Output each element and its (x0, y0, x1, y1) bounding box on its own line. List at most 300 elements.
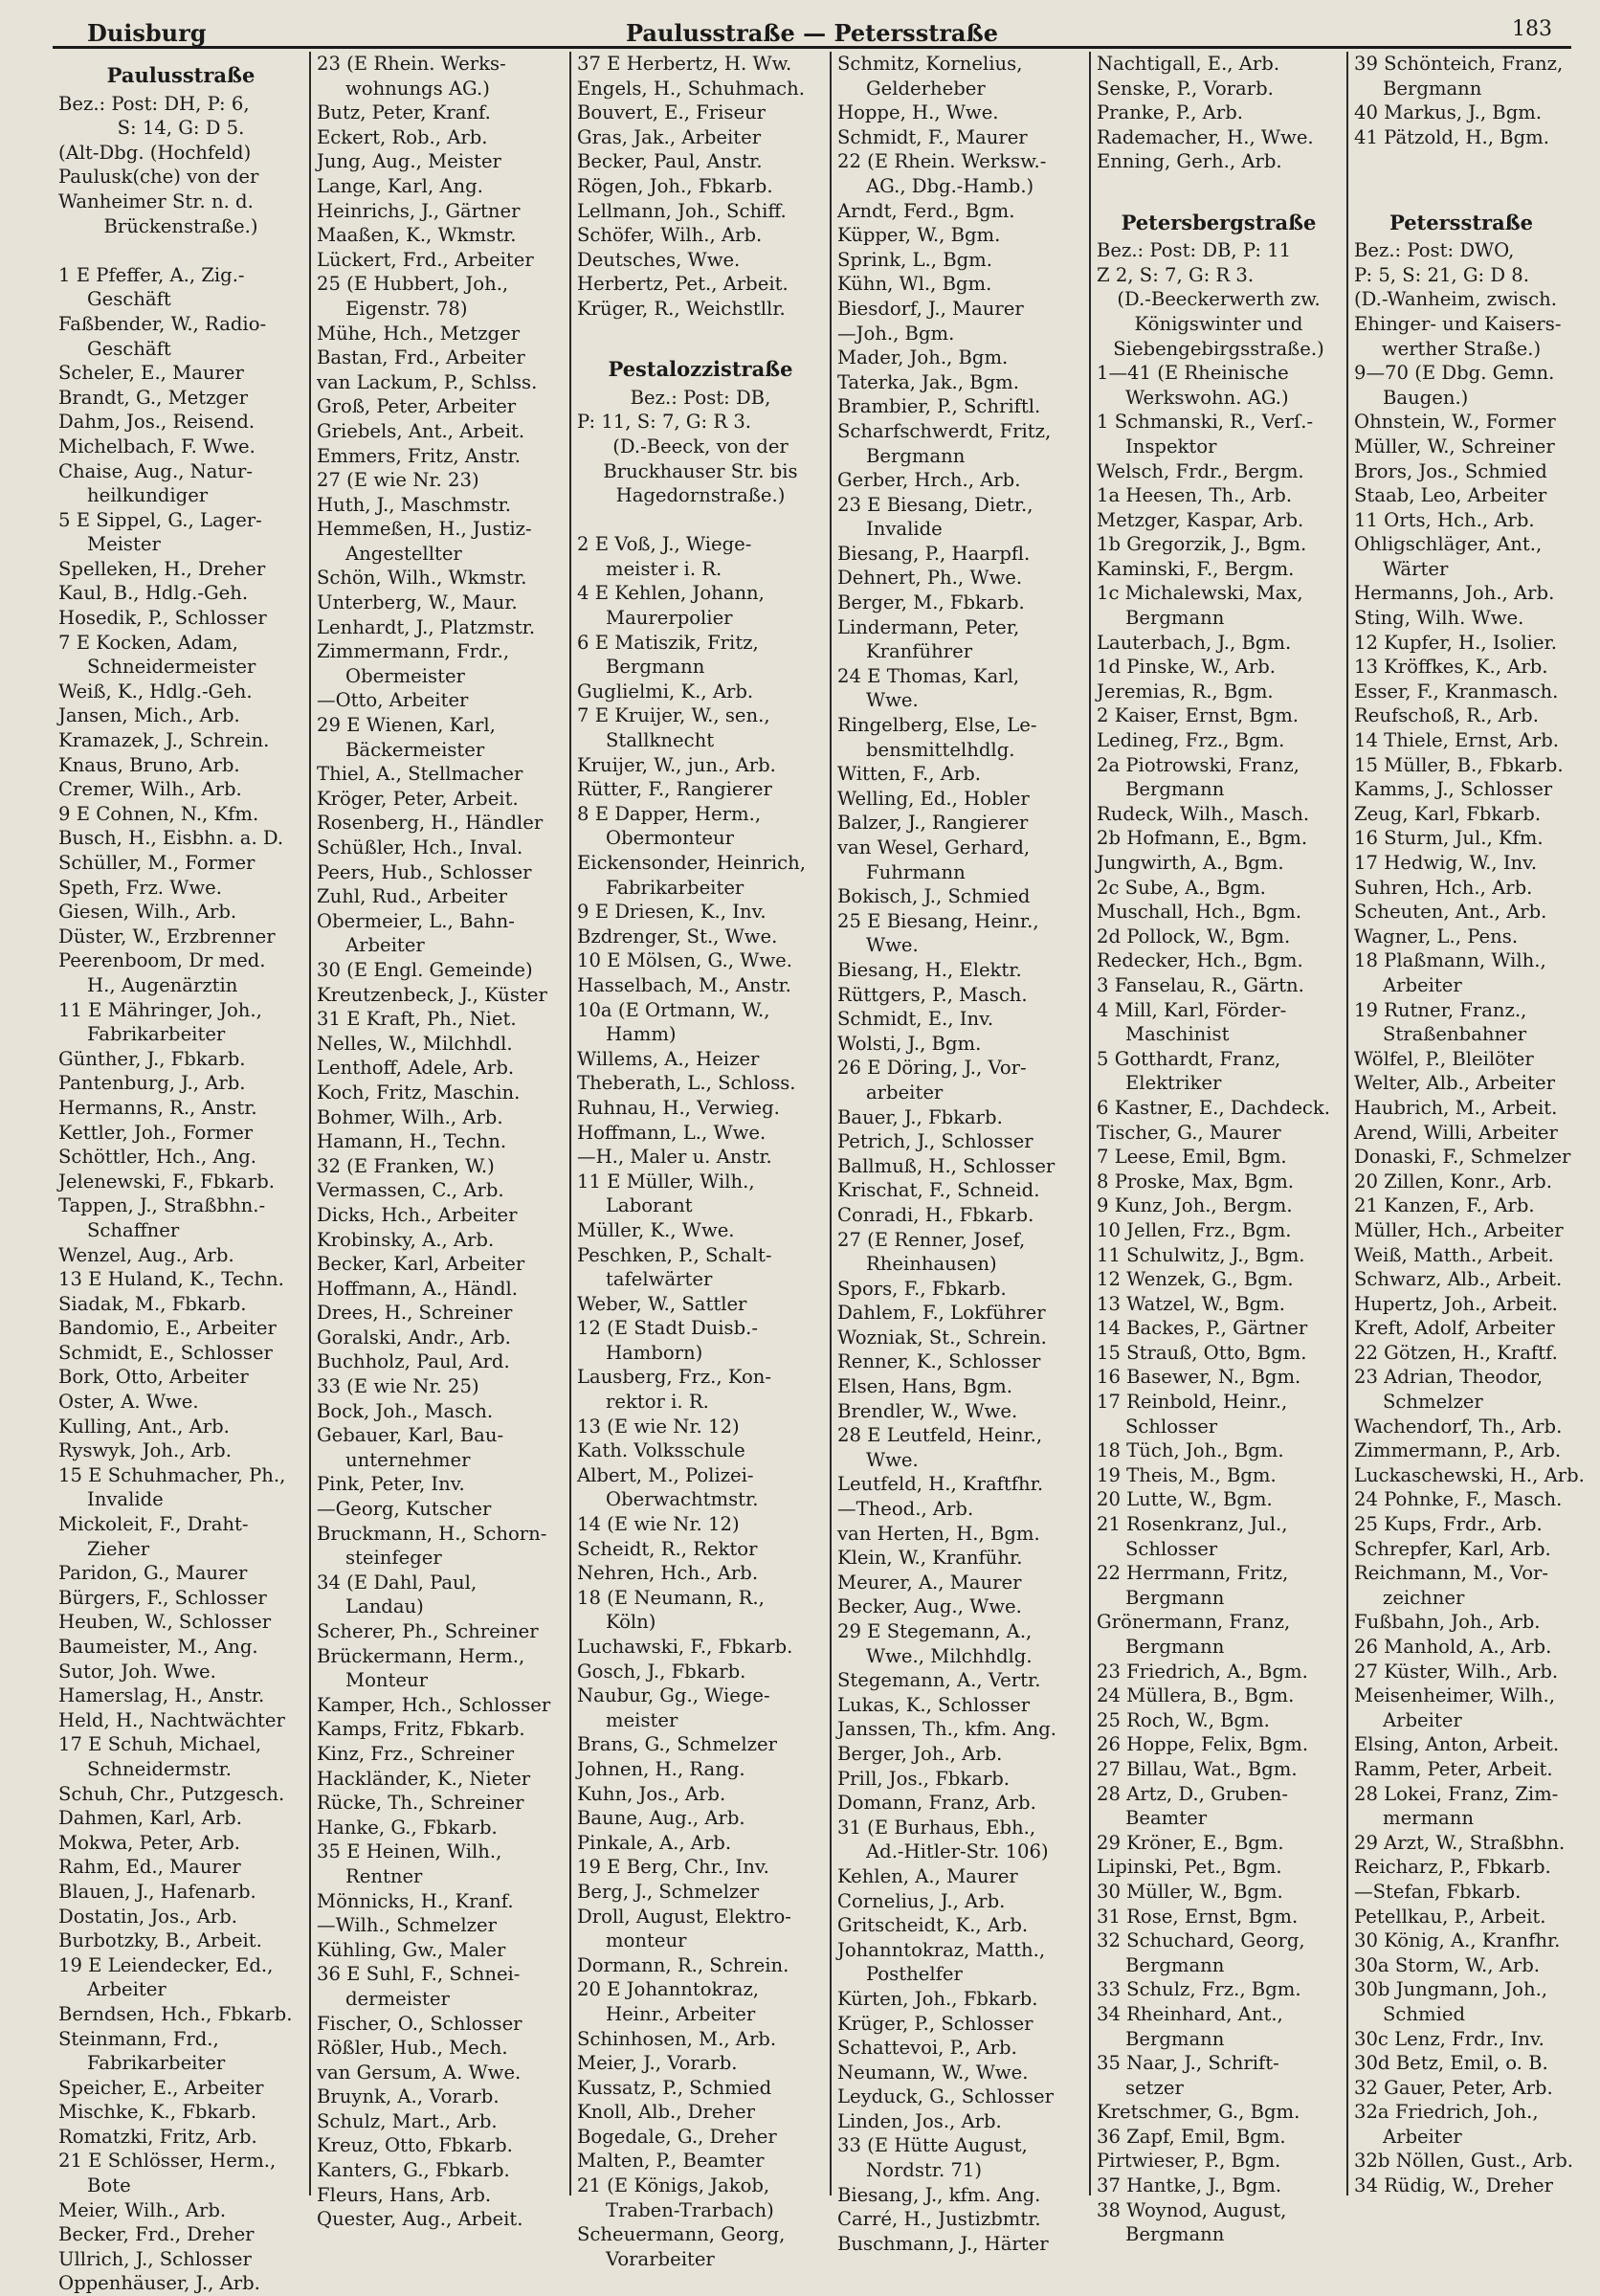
directory-entry-line: Ruhnau, H., Verwieg. (577, 1096, 780, 1119)
directory-entry-line: Heuben, W., Schlosser (58, 1611, 272, 1634)
directory-entry-line: Müller, K., Wwe. (577, 1218, 735, 1241)
directory-entry-line: Kretschmer, G., Bgm. (1097, 2101, 1300, 2124)
directory-entry-line: 15 E Schuhmacher, Ph., (58, 1463, 286, 1486)
directory-entry-line: Bergmann (1125, 1636, 1225, 1658)
directory-entry-line: Knoll, Alb., Dreher (577, 2101, 755, 2124)
directory-entry-line: Burbotzky, B., Arbeit. (58, 1929, 262, 1952)
directory-entry-line: AG., Dbg.-Hamb.) (866, 174, 1034, 197)
directory-entry-line: Naubur, Gg., Wiege- (577, 1684, 770, 1707)
directory-entry-line: Ledineg, Frz., Bgm. (1097, 729, 1285, 752)
directory-entry-line: Kanters, G., Fbkarb. (317, 2159, 510, 2182)
directory-entry-line: Buchholz, Paul, Ard. (317, 1350, 510, 1373)
directory-entry-line: Zimmermann, P., Arb. (1354, 1439, 1562, 1462)
directory-entry-line: 31 (E Burhaus, Ebh., (837, 1816, 1036, 1839)
directory-entry-line: Pink, Peter, Inv. (317, 1473, 465, 1496)
directory-entry-line: Lellmann, Joh., Schiff. (577, 199, 787, 222)
directory-entry-line: Schmied (1383, 2002, 1466, 2025)
directory-entry-line: Weiß, K., Hdlg.-Geh. (58, 680, 253, 702)
directory-entry-line: Malten, P., Beamter (577, 2150, 765, 2173)
directory-entry-line: Becker, Aug., Wwe. (837, 1595, 1022, 1618)
directory-entry-line: Brambier, P., Schriftl. (837, 395, 1041, 418)
directory-entry-line: 29 Arzt, W., Straßbhn. (1354, 1831, 1566, 1854)
directory-entry-line: Kehlen, A., Maurer (837, 1864, 1018, 1887)
directory-entry-line: tafelwärter (606, 1268, 713, 1291)
directory-entry-line: 4 Mill, Karl, Förder- (1097, 998, 1287, 1021)
directory-entry-line: Baugen.) (1383, 386, 1469, 409)
directory-entry-line: 28 Artz, D., Gruben- (1097, 1782, 1289, 1805)
directory-entry-line: 11 E Müller, Wilh., (577, 1170, 755, 1193)
directory-entry-line: Schwarz, Alb., Arbeit. (1354, 1268, 1563, 1291)
directory-entry-line: Cornelius, J., Arb. (837, 1889, 1006, 1912)
directory-entry-line: Kaul, B., Hdlg.-Geh. (58, 582, 249, 605)
directory-entry-line: Klein, W., Kranführ. (837, 1547, 1023, 1570)
directory-entry-line: Unterberg, W., Maur. (317, 591, 518, 614)
directory-entry-line: 25 E Biesang, Heinr., (837, 909, 1039, 932)
directory-entry-line: Becker, Karl, Arbeiter (317, 1253, 525, 1276)
directory-entry-line: 32b Nöllen, Gust., Arb. (1354, 2150, 1574, 2173)
directory-entry-line: Schüller, M., Former (58, 852, 256, 874)
directory-entry-line: Rögen, Joh., Fbkarb. (577, 174, 773, 197)
directory-entry-line: Bandomio, E., Arbeiter (58, 1317, 277, 1340)
directory-entry-line: Peers, Hub., Schlosser (317, 860, 532, 883)
directory-entry-line: 19 E Leiendecker, Ed., (58, 1953, 274, 1976)
directory-entry-line: 30 König, A., Kranfhr. (1354, 1929, 1561, 1952)
directory-entry-line: Oster, A. Wwe. (58, 1391, 199, 1414)
directory-entry-line: Müller, W., Schreiner (1354, 435, 1555, 457)
directory-entry-line: Schmidt, E., Schlosser (58, 1341, 273, 1364)
directory-entry-line: Bastan, Frd., Arbeiter (317, 346, 525, 369)
directory-entry-line: Witten, F., Arb. (837, 763, 981, 786)
directory-entry-line: —Georg, Kutscher (317, 1498, 492, 1521)
directory-columns (53, 52, 1585, 2295)
directory-entry-line: Kettler, Joh., Former (58, 1121, 254, 1144)
directory-entry-line: Bergmann (1125, 2223, 1225, 2246)
directory-entry-line: Pranke, P., Arb. (1097, 101, 1243, 124)
directory-entry-line: Bogedale, G., Dreher (577, 2125, 777, 2148)
directory-entry-line: Peschken, P., Schalt- (577, 1243, 772, 1266)
directory-entry-line: Fuhrmann (866, 860, 966, 883)
directory-entry-line: Bergmann (1125, 2027, 1225, 2050)
directory-entry-line: Schmitz, Kornelius, (837, 53, 1023, 75)
directory-entry-line: Elektriker (1125, 1072, 1222, 1095)
directory-entry-line: Welsch, Frdr., Bergm. (1097, 459, 1304, 482)
directory-entry-line: Kramazek, J., Schrein. (58, 729, 270, 752)
directory-entry-line: meister i. R. (606, 557, 722, 580)
directory-entry-line: Wozniak, St., Schrein. (837, 1326, 1047, 1349)
directory-entry-line: 29 E Wienen, Karl, (317, 714, 496, 737)
directory-entry-line: Kussatz, P., Schmied (577, 2076, 772, 2099)
directory-entry-line: 2d Pollock, W., Bgm. (1097, 925, 1291, 947)
directory-entry-line: Schlosser (1125, 1537, 1218, 1560)
directory-entry-line: Kreuz, Otto, Fbkarb. (317, 2134, 513, 2157)
directory-entry-line: Willems, A., Heizer (577, 1047, 760, 1070)
directory-entry-line: Rücke, Th., Schreiner (317, 1792, 524, 1815)
directory-entry-line: Petrich, J., Schlosser (837, 1130, 1033, 1153)
directory-entry-line: Scharfschwerdt, Fritz, (837, 419, 1052, 442)
directory-entry-line: 36 Zapf, Emil, Bgm. (1097, 2125, 1286, 2148)
directory-entry-line: 29 E Stegemann, A., (837, 1620, 1033, 1642)
directory-entry-line: Biesdorf, J., Maurer (837, 297, 1024, 320)
directory-entry-line: wohnungs AG.) (345, 77, 490, 100)
directory-entry-line: Speth, Frz. Wwe. (58, 876, 222, 899)
directory-entry-line: 7 E Kocken, Adam, (58, 631, 238, 654)
directory-entry-line: Linden, Jos., Arb. (837, 2109, 1002, 2132)
directory-entry-line: Bzdrenger, St., Wwe. (577, 925, 778, 947)
directory-entry-line: Bruckhauser Str. bis (603, 459, 798, 482)
directory-entry-line: Domann, Franz, Arb. (837, 1792, 1036, 1815)
directory-entry-line: 2 Kaiser, Ernst, Bgm. (1097, 704, 1300, 727)
directory-entry-line: 8 Proske, Max, Bgm. (1097, 1170, 1295, 1193)
directory-entry-line: Huth, J., Maschmstr. (317, 493, 512, 516)
directory-entry-line: Wwe. (866, 934, 919, 957)
directory-entry-line: 28 Lokei, Franz, Zim- (1354, 1782, 1559, 1805)
directory-entry-line: Obermonteur (606, 827, 735, 850)
directory-entry-line: 2c Sube, A., Bgm. (1097, 876, 1266, 899)
directory-entry-line: 34 Rüdig, W., Dreher (1354, 2174, 1553, 2197)
directory-entry-line: Z 2, S: 7, G: R 3. (1097, 263, 1255, 286)
directory-entry-line: Wenzel, Aug., Arb. (58, 1243, 234, 1266)
directory-entry-line: Kulling, Ant., Arb. (58, 1415, 230, 1438)
directory-entry-line: 32 Schuchard, Georg, (1097, 1929, 1305, 1952)
directory-entry-line: Mühe, Hch., Metzger (317, 322, 521, 345)
directory-entry-line: Ryswyk, Joh., Arb. (58, 1439, 232, 1462)
directory-entry-line: Kamms, J., Schlosser (1354, 778, 1553, 801)
directory-entry-line: Luckaschewski, H., Arb. (1354, 1463, 1585, 1486)
directory-entry-line: Haubrich, M., Arbeit. (1354, 1096, 1558, 1119)
directory-entry-line: 23 Adrian, Theodor, (1354, 1366, 1544, 1389)
directory-entry-line: 17 E Schuh, Michael, (58, 1733, 262, 1756)
page-number: 183 (1512, 17, 1552, 41)
directory-entry-line: Invalide (87, 1488, 164, 1511)
directory-entry-line: 16 Basewer, N., Bgm. (1097, 1366, 1301, 1389)
directory-entry-line: Schulz, Mart., Arb. (317, 2109, 498, 2132)
directory-entry-line: 2b Hofmann, E., Bgm. (1097, 827, 1308, 850)
directory-entry-line: Wolsti, J., Bgm. (837, 1032, 982, 1055)
directory-entry-line: Michelbach, F. Wwe. (58, 435, 256, 457)
directory-entry-line: Mickoleit, F., Draht- (58, 1513, 249, 1536)
directory-entry-line: Eigenstr. 78) (345, 297, 468, 320)
directory-entry-line: 15 Strauß, Otto, Bgm. (1097, 1341, 1307, 1364)
directory-entry-line: Mokwa, Peter, Arb. (58, 1831, 240, 1854)
directory-entry-line: 18 (E Neumann, R., (577, 1586, 765, 1609)
directory-entry-line: Paridon, G., Maurer (58, 1562, 248, 1585)
directory-entry-line: Siebengebirgsstraße.) (1113, 337, 1324, 360)
directory-entry-line (1097, 174, 1341, 199)
directory-entry-line: rektor i. R. (606, 1391, 709, 1414)
directory-entry-line: Wölfel, P., Bleilöter (1354, 1047, 1534, 1070)
directory-entry-line: Lauterbach, J., Bgm. (1097, 631, 1292, 654)
directory-entry-line: Wwe. (866, 1448, 919, 1471)
directory-entry-line: Geschäft (87, 337, 171, 360)
directory-entry-line: 21 Kanzen, F., Arb. (1354, 1194, 1535, 1217)
directory-entry-line: Krischat, F., Schneid. (837, 1179, 1040, 1202)
directory-entry-line: Janssen, Th., kfm. Ang. (837, 1718, 1057, 1741)
directory-entry-line: 33 Schulz, Frz., Bgm. (1097, 1978, 1301, 2001)
directory-entry-line: 7 Leese, Emil, Bgm. (1097, 1146, 1287, 1169)
directory-entry-line: Spelleken, H., Dreher (58, 557, 266, 580)
directory-entry-line: Hemmeßen, H., Justiz- (317, 518, 532, 541)
directory-entry-line: Bäckermeister (345, 738, 485, 761)
directory-entry-line: Zimmermann, Frdr., (317, 640, 510, 663)
directory-entry-line: 11 E Mähringer, Joh., (58, 998, 262, 1021)
directory-entry-line: 7 E Kruijer, W., sen., (577, 704, 770, 727)
directory-entry-line: Welling, Ed., Hobler (837, 787, 1030, 810)
directory-entry-line: Schuh, Chr., Putzgesch. (58, 1782, 285, 1805)
directory-entry-line: 5 E Sippel, G., Lager- (58, 508, 262, 531)
directory-entry-line: Dahm, Jos., Reisend. (58, 411, 256, 434)
directory-entry-line: 30 Müller, W., Bgm. (1097, 1880, 1283, 1903)
directory-entry-line: Koch, Fritz, Maschin. (317, 1081, 521, 1103)
directory-entry-line: Kaminski, F., Bergm. (1097, 557, 1295, 580)
directory-entry-line: van Gersum, A. Wwe. (317, 2061, 522, 2084)
directory-entry-line: Bock, Joh., Masch. (317, 1399, 494, 1422)
directory-entry-line: Köln) (606, 1611, 656, 1634)
directory-entry-line: Berger, M., Fbkarb. (837, 591, 1025, 614)
directory-entry-line: 40 Markus, J., Bgm. (1354, 101, 1543, 124)
directory-entry-line: Brandt, G., Metzger (58, 386, 248, 409)
directory-entry-line: Bez.: Post: DH, P: 6, (58, 92, 250, 115)
directory-entry-line: Laborant (606, 1194, 693, 1217)
directory-entry-line: Lukas, K., Schlosser (837, 1693, 1031, 1716)
directory-entry-line: Cremer, Wilh., Arb. (58, 778, 242, 801)
directory-entry-line: Nordstr. 71) (866, 2159, 983, 2182)
directory-entry-line: 4 E Kehlen, Johann, (577, 582, 765, 605)
directory-entry-line: Kreutzenbeck, J., Küster (317, 983, 547, 1006)
directory-entry-line: heilkundiger (87, 484, 209, 507)
directory-entry-line: van Herten, H., Bgm. (837, 1522, 1040, 1545)
directory-entry-line: Arbeiter (87, 1978, 167, 2001)
directory-entry-line: Dicks, Hch., Arbeiter (317, 1203, 518, 1226)
directory-entry-line: Krobinsky, A., Arb. (317, 1228, 495, 1251)
directory-entry-line: 21 (E Königs, Jakob, (577, 2174, 770, 2197)
directory-entry-line: Johnen, H., Rang. (577, 1757, 745, 1780)
directory-entry-line: Meier, Wilh., Arb. (58, 2198, 227, 2221)
directory-entry-line: Jung, Aug., Meister (317, 150, 501, 173)
directory-entry-line: Jeremias, R., Bgm. (1097, 680, 1274, 702)
directory-entry-line: Renner, K., Schlosser (837, 1350, 1041, 1373)
directory-entry-line: Weiß, Matth., Arbeit. (1354, 1243, 1554, 1266)
directory-entry-line: Scheler, E., Maurer (58, 362, 244, 385)
directory-entry-line: Becker, Paul, Anstr. (577, 150, 763, 173)
directory-entry-line: (Alt-Dbg. (Hochfeld) (58, 141, 252, 164)
directory-entry-line: Kruijer, W., jun., Arb. (577, 753, 776, 776)
directory-entry-line: 17 Hedwig, W., Inv. (1354, 852, 1538, 874)
directory-entry-line: 3 Fanselau, R., Gärtn. (1097, 973, 1304, 996)
directory-entry-line: Vorarbeiter (606, 2247, 715, 2270)
directory-entry-line: Schmidt, F., Maurer (837, 125, 1028, 148)
directory-entry-line: H., Augenärztin (87, 973, 238, 996)
directory-entry-line (577, 322, 824, 346)
directory-entry-line: 9 Kunz, Joh., Bergm. (1097, 1194, 1293, 1217)
directory-entry-line: Theberath, L., Schloss. (577, 1072, 796, 1095)
directory-entry-line: 27 Küster, Wilh., Arb. (1354, 1660, 1559, 1683)
directory-entry-line: Petellkau, P., Arbeit. (1354, 1905, 1546, 1928)
directory-entry-line: Schöfer, Wilh., Arb. (577, 224, 763, 247)
directory-entry-line: Stallknecht (606, 729, 715, 752)
directory-entry-line: Rahm, Ed., Maurer (58, 1856, 241, 1879)
directory-entry-line: Faßbender, W., Radio- (58, 312, 267, 335)
directory-entry-line: 27 Billau, Wat., Bgm. (1097, 1757, 1298, 1780)
directory-entry-line: Dostatin, Jos., Arb. (58, 1905, 238, 1928)
directory-entry-line: —Theod., Arb. (837, 1498, 974, 1521)
directory-entry-line: Busch, H., Eisbhn. a. D. (58, 827, 284, 850)
directory-entry-line: Elsing, Anton, Arbeit. (1354, 1733, 1560, 1756)
directory-entry-line: Metzger, Kaspar, Arb. (1097, 508, 1304, 531)
directory-entry-line: Müller, Hch., Arbeiter (1354, 1218, 1564, 1241)
directory-entry-line: (D.-Beeck, von der (612, 435, 789, 457)
directory-entry-line: 6 E Matiszik, Fritz, (577, 631, 759, 654)
directory-entry-line: Carré, H., Justizbmtr. (837, 2208, 1041, 2231)
directory-entry-line: 1 Schmanski, R., Verſ.- (1097, 411, 1314, 434)
directory-entry-line: 25 Roch, W., Bgm. (1097, 1708, 1270, 1731)
directory-column-6 (1346, 52, 1585, 2197)
directory-entry-line: Groß, Peter, Arbeiter (317, 395, 517, 418)
directory-entry-line: Schaffner (87, 1218, 180, 1241)
directory-entry-line: Bouvert, E., Friseur (577, 101, 767, 124)
directory-entry-line: Wachendorf, Th., Arb. (1354, 1415, 1563, 1438)
directory-entry-line: Monteur (345, 1669, 428, 1692)
directory-entry-line: Scheidt, R., Rektor (577, 1537, 758, 1560)
directory-entry-line: Inspektor (1125, 435, 1217, 457)
directory-entry-line: Ullrich, J., Schlosser (58, 2247, 252, 2270)
directory-entry-line: Buschmann, J., Härter (837, 2232, 1049, 2255)
directory-entry-line: Bruynk, A., Vorarb. (317, 2085, 500, 2108)
directory-entry-line: Krüger, R., Weichstllr. (577, 297, 786, 320)
header-streets: Paulusstraße — Petersstraße (626, 19, 998, 47)
directory-entry-line: Kröger, Peter, Arbeit. (317, 787, 519, 810)
directory-entry-line: Spors, F., Fbkarb. (837, 1277, 1007, 1300)
directory-entry-line: 32 Gauer, Peter, Arb. (1354, 2076, 1553, 2099)
directory-entry-line: 20 E Johanntokraz, (577, 1978, 760, 2001)
directory-entry-line: 36 E Suhl, F., Schnei- (317, 1963, 521, 1986)
directory-entry-line: 10 Jellen, Frz., Bgm. (1097, 1218, 1292, 1241)
directory-entry-line: Ringelberg, Else, Le- (837, 714, 1037, 737)
directory-entry-line: Kamper, Hch., Schlosser (317, 1693, 551, 1716)
directory-entry-line: Herbertz, Pet., Arbeit. (577, 273, 789, 296)
directory-entry-line: 1—41 (E Rheinische (1097, 362, 1289, 385)
directory-entry-line: Pinkale, A., Arb. (577, 1831, 732, 1854)
directory-entry-line: Geschäft (87, 288, 171, 311)
directory-entry-line: Brendler, W., Wwe. (837, 1399, 1018, 1422)
directory-entry-line: Bez.: Post: DB, (630, 386, 771, 409)
directory-entry-line: P: 5, S: 21, G: D 8. (1354, 263, 1529, 286)
directory-entry-line: 27 (E Renner, Josef, (837, 1228, 1026, 1251)
directory-column-2 (309, 52, 569, 2231)
directory-entry-line: 18 Tüch, Joh., Bgm. (1097, 1439, 1284, 1462)
directory-entry-line: Dahlem, F., Lokführer (837, 1302, 1046, 1325)
directory-entry-line: Meister (87, 533, 161, 556)
directory-entry-line: Eickensonder, Heinrich, (577, 852, 806, 874)
directory-entry-line: Steinmann, Frd., (58, 2027, 219, 2050)
directory-entry-line (1354, 174, 1568, 199)
directory-entry-line: 1 E Pfeffer, A., Zig.- (58, 263, 245, 286)
directory-entry-line: Kreft, Adolf, Arbeiter (1354, 1317, 1555, 1340)
header-city: Duisburg (87, 19, 207, 47)
directory-entry-line: Reicharz, P., Fbkarb. (1354, 1856, 1551, 1879)
directory-entry-line: —H., Maler u. Anstr. (577, 1146, 772, 1169)
directory-entry-line: 14 Thiele, Ernst, Arb. (1354, 729, 1559, 752)
directory-entry-line: Baune, Aug., Arb. (577, 1807, 745, 1830)
directory-entry-line: Biesang, J., kfm. Ang. (837, 2183, 1041, 2206)
directory-entry-line: Bork, Otto, Arbeiter (58, 1366, 249, 1389)
directory-entry-line: Dormann, R., Schrein. (577, 1953, 789, 1976)
directory-entry-line: 21 Rosenkranz, Jul., (1097, 1513, 1288, 1536)
directory-entry-line: Ballmuß, H., Schlosser (837, 1154, 1056, 1177)
directory-entry-line: 35 E Heinen, Wilh., (317, 1840, 502, 1863)
directory-entry-line: —Otto, Arbeiter (317, 689, 469, 712)
directory-entry-line: Rosenberg, H., Händler (317, 812, 544, 835)
directory-entry-line: Luchawski, F., Fbkarb. (577, 1636, 793, 1658)
directory-entry-line: Prill, Jos., Fbkarb. (837, 1767, 1011, 1790)
directory-entry-line: Thiel, A., Stellmacher (317, 763, 523, 786)
directory-entry-line: Bergmann (1125, 1586, 1225, 1609)
directory-entry-line: Rentner (345, 1864, 423, 1887)
directory-entry-line: Welter, Alb., Arbeiter (1354, 1072, 1555, 1095)
directory-entry-line (1354, 149, 1568, 174)
directory-entry-line: Schüßler, Hch., Inval. (317, 836, 523, 858)
directory-entry-line: Mischke, K., Fbkarb. (58, 2101, 257, 2124)
directory-entry-line: Jelenewski, F., Fbkarb. (58, 1170, 276, 1193)
directory-entry-line: Arbeiter (345, 934, 425, 957)
directory-entry-line: 25 (E Hubbert, Joh., (317, 273, 509, 296)
directory-entry-line: Bergmann (866, 444, 966, 467)
directory-entry-line: Bruckmann, H., Schorn- (317, 1522, 547, 1545)
directory-entry-line: 8 E Dapper, Herm., (577, 802, 762, 825)
directory-entry-line: Schmelzer (1383, 1391, 1483, 1414)
directory-entry-line: Brans, G., Schmelzer (577, 1733, 777, 1756)
directory-entry-line: Bauer, J., Fbkarb. (837, 1105, 1003, 1128)
directory-entry-line: Fabrikarbeiter (87, 2052, 226, 2075)
directory-entry-line: Lipinski, Pet., Bgm. (1097, 1856, 1282, 1879)
directory-entry-line: 6 Kastner, E., Dachdeck. (1097, 1096, 1331, 1119)
directory-entry-line: Balzer, J., Rangierer (837, 812, 1029, 835)
directory-entry-line: Schlosser (1125, 1415, 1218, 1438)
directory-entry-line: Johanntokraz, Matth., (837, 1938, 1046, 1961)
directory-entry-line: 17 Reinbold, Heinr., (1097, 1391, 1288, 1414)
directory-entry-line: Landau) (345, 1595, 424, 1618)
directory-entry-line: 30a Storm, W., Arb. (1354, 1953, 1541, 1976)
directory-entry-line: 19 Theis, M., Bgm. (1097, 1463, 1277, 1486)
directory-entry-line: Schön, Wilh., Wkmstr. (317, 567, 527, 590)
directory-entry-line: bensmittelhdlg. (866, 738, 1015, 761)
directory-entry-line: 10a (E Ortmann, W., (577, 998, 770, 1021)
directory-entry-line: 41 Pätzold, H., Bgm. (1354, 125, 1549, 148)
directory-entry-line: 29 Kröner, E., Bgm. (1097, 1831, 1284, 1854)
directory-entry-line: 23 (E Rhein. Werks- (317, 53, 506, 75)
directory-entry-line: Berger, Joh., Arb. (837, 1742, 1003, 1765)
page-header (53, 13, 1571, 49)
directory-entry-line: Hermanns, R., Anstr. (58, 1096, 257, 1119)
directory-entry-line: Nehren, Hch., Arb. (577, 1562, 759, 1585)
directory-entry-line: Wagner, L., Pens. (1354, 925, 1519, 947)
directory-entry-line: Rüttgers, P., Masch. (837, 983, 1028, 1006)
directory-entry-line: Chaise, Aug., Natur- (58, 459, 253, 482)
directory-entry-line: Kühn, Wl., Bgm. (837, 273, 992, 296)
directory-entry-line: Taterka, Jak., Bgm. (837, 370, 1019, 393)
directory-entry-line: Hanke, G., Fbkarb. (317, 1816, 498, 1839)
directory-entry-line: Mönnicks, H., Kranf. (317, 1889, 514, 1912)
directory-entry-line: Lausberg, Frz., Kon- (577, 1366, 771, 1389)
directory-entry-line: arbeiter (866, 1081, 944, 1103)
directory-entry-line: 1c Michalewski, Max, (1097, 582, 1303, 605)
directory-entry-line: 13 (E wie Nr. 12) (577, 1415, 740, 1438)
directory-column-4 (830, 52, 1089, 2255)
directory-entry-line: 12 Kupfer, H., Isolier. (1354, 631, 1557, 654)
directory-entry-line: Nelles, W., Milchhdl. (317, 1032, 513, 1055)
directory-entry-line: 1a Heesen, Th., Arb. (1097, 484, 1293, 507)
directory-entry-line: 26 Hoppe, Felix, Bgm. (1097, 1733, 1309, 1756)
directory-entry-line: 35 Naar, J., Schrift- (1097, 2052, 1279, 2075)
